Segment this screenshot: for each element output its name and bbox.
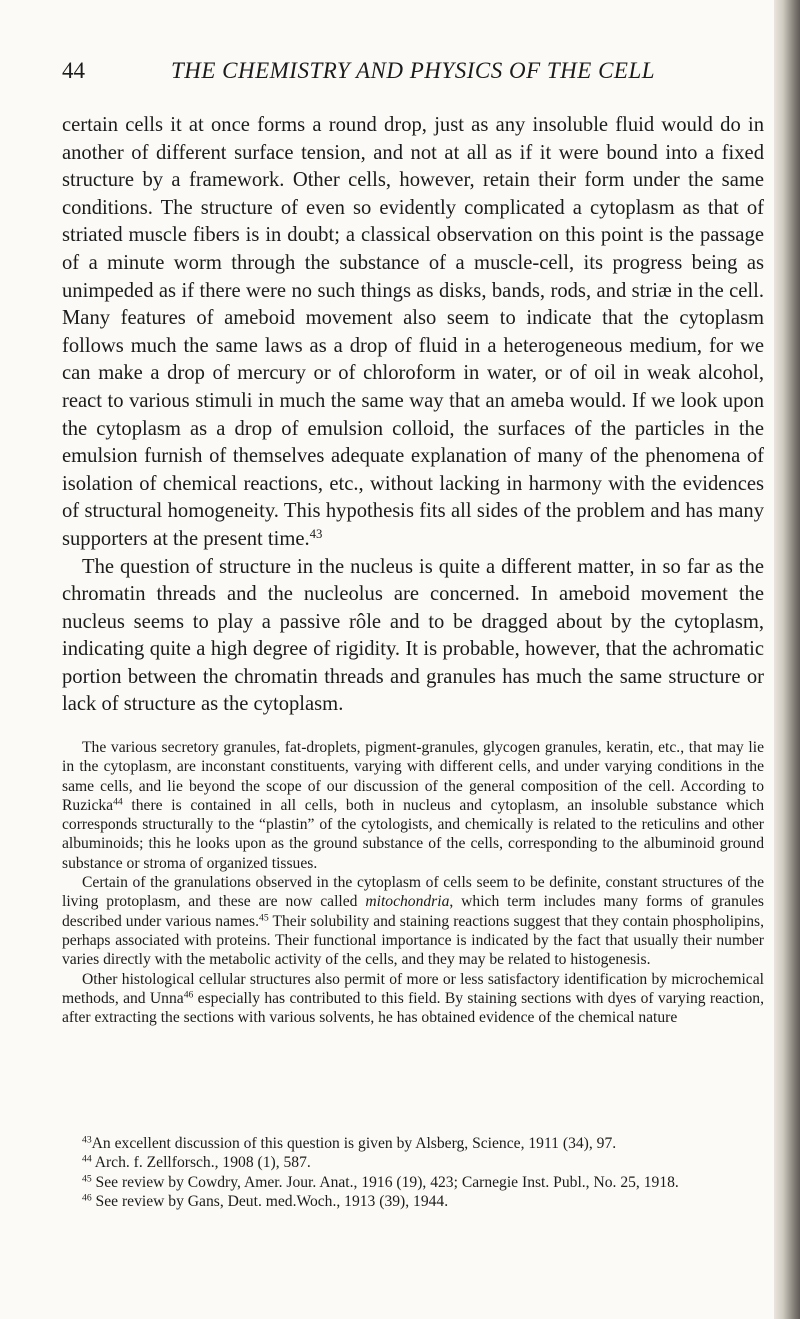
small-paragraph <box>62 970 764 1028</box>
paragraph-text: certain cells it at once forms a round drop, just as any insoluble fluid would do in another of different surface tension, and not at all as if it were bound into a fixed structure by a framework. Other cells, however, retain their form under the same conditions. The structure of even so evidently complicated a cytoplasm as that of striated muscle fibers is in doubt; a classical observation on this point is the passage of a minute worm through the substance of a muscle-cell, its progress being as unimpeded as if there were no such things as disks, bands, rods, and striæ in the cell. Many features of ameboid movement also seem to indicate that the cytoplasm follows much the same laws as a drop of fluid in a heterogeneous medium, for we can make a drop of mercury or of chloroform in water, or of oil in weak alcohol, react to various stimuli in much the same way that an ameba would. If we look upon the cytoplasm as a drop of emulsion colloid, the surfaces of the particles in the emulsion furnish of themselves adequate explanation of many of the phenomena of isolation of chemical reactions, etc., without lacking in harmony with the evidences of structural homogeneity. This hypothesis fits all sides of the problem and has many supporters at the present time. <box>62 114 764 550</box>
footnote-number: 45 <box>82 1173 92 1185</box>
footnote-number: 43 <box>82 1134 92 1146</box>
footnote-text: See review by Gans, Deut. med.Woch., 1913 (39), 1944. <box>91 1192 449 1210</box>
small-print-section <box>62 738 764 1027</box>
paragraph-text: The various secretory granules, fat-droplets, pigment-granules, glycogen granules, keratin, etc., that may lie in the cytoplasm, are inconstant constituents, varying with different cells, and under varying conditions in the same cells, and lie beyond the scope of our discussion of the general composition of the cell. According to Ruzicka <box>62 739 764 814</box>
footnote <box>62 1192 764 1211</box>
small-paragraph <box>62 873 764 969</box>
paragraph-text: Other histological cellular structures also permit of more or less satisfactory identification by microchemical methods, and Unna <box>62 970 764 1007</box>
paragraph-text: especially has contributed to this field. By staining sections with dyes of varying reaction, after extracting the sections with various solvents, he has obtained evidence of the chemical nature <box>62 989 764 1027</box>
paragraph-text: Certain of the granulations observed in the cytoplasm of cells seem to be definite, constant structures of the living protoplasm, and these are now called <box>62 874 764 911</box>
running-head: THE CHEMISTRY AND PHYSICS OF THE CELL <box>170 58 656 83</box>
footnote <box>62 1134 764 1153</box>
footnote-number: 46 <box>82 1192 92 1204</box>
reference-marker: 46 <box>183 989 194 1001</box>
paragraph-text: Their solubility and staining reactions suggest that they contain phospholipins, perhaps associated with proteins. Their functional importance is indicated by the fact that usually their number varies directly with the metabolic activity of the cells, and they may be related to histogenesis. <box>62 912 765 969</box>
body-paragraph <box>62 554 764 720</box>
reference-marker: 43 <box>309 526 323 541</box>
small-paragraph <box>62 738 764 873</box>
main-body-text <box>62 112 764 719</box>
footnote-number: 44 <box>82 1153 92 1165</box>
footnote <box>62 1173 764 1192</box>
page-edge-shadow <box>774 0 800 1319</box>
paragraph-text: The question of structure in the nucleus is quite a different matter, in so far as the chromatin threads and the nucleolus are concerned. In ameboid movement the nucleus seems to play a passive rôle and to be dragged about by the cytoplasm, indicating quite a high degree of rigidity. It is probable, however, that the achromatic portion between the chromatin threads and granules has much the same structure or lack of structure as the cytoplasm. <box>62 555 764 716</box>
body-paragraph <box>62 112 764 554</box>
emphasized-term: mitochondria <box>365 893 450 911</box>
footnote-text: An excellent discussion of this question is given by Alsberg, Science, 1911 (34), 97. <box>91 1135 617 1152</box>
page-header <box>62 58 764 92</box>
footnote-text: See review by Cowdry, Amer. Jour. Anat., 1916 (19), 423; Carnegie Inst. Publ., No. 25, 1918. <box>91 1173 679 1191</box>
reference-marker: 45 <box>259 912 269 924</box>
paragraph-text: , which term includes many forms of granules described under various names. <box>62 893 764 930</box>
reference-marker: 44 <box>113 796 123 808</box>
paragraph-text: there is contained in all cells, both in nucleus and cytoplasm, an insoluble substance which corresponds structurally to the “plastin” of the cytologists, and chemically is related to the reticulins and other albuminoids; this he looks upon as the ground substance of the cells, corresponding to the albuminoid ground substance or stroma of organized tissues. <box>62 796 764 872</box>
page-number: 44 <box>62 58 85 83</box>
footnote <box>62 1153 764 1172</box>
footnotes <box>62 1134 764 1211</box>
footnote-text: Arch. f. Zellforsch., 1908 (1), 587. <box>91 1154 311 1172</box>
